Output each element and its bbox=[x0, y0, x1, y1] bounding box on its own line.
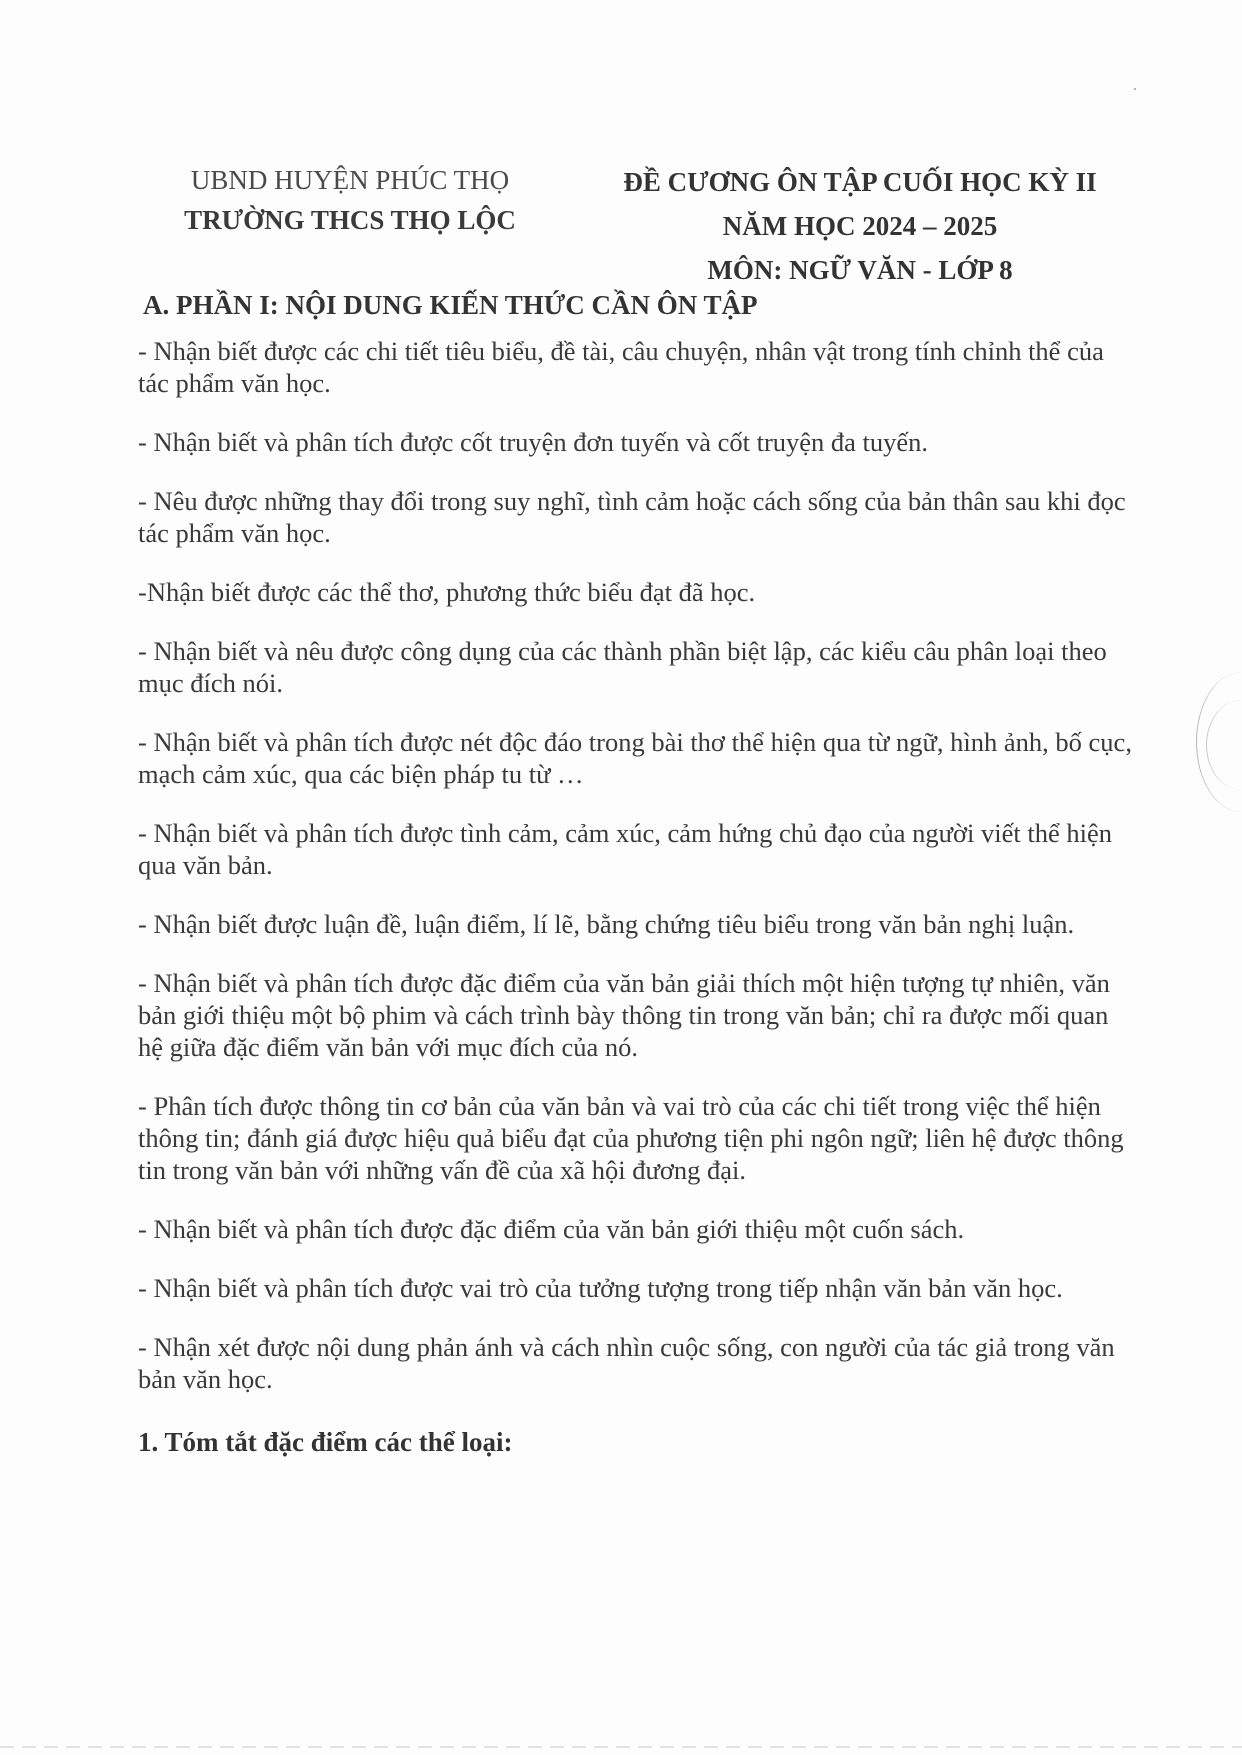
list-item: - Phân tích được thông tin cơ bản của văn bản và vai trò của các chi tiết trong việc thể hiện thông tin; đánh giá được hiệu quả biểu đạt của phương tiện phi ngôn ngữ; liên hệ được thông tin trong văn bản với những vấn đề của xã hội đương đại. bbox=[138, 1091, 1124, 1185]
list-item: - Nhận biết và phân tích được cốt truyện đơn tuyến và cốt truyện đa tuyến. bbox=[138, 427, 929, 457]
sub-heading: 1. Tóm tắt đặc điểm các thể loại: bbox=[138, 1427, 513, 1457]
school-name: TRƯỜNG THCS THỌ LỘC bbox=[184, 205, 516, 235]
list-item: - Nhận biết và nêu được công dụng của các thành phần biệt lập, các kiểu câu phân loại theo mục đích nói. bbox=[138, 636, 1107, 698]
content-body bbox=[138, 335, 1138, 1462]
scan-bottom-edge bbox=[0, 1746, 1242, 1748]
authority-name: UBND HUYỆN PHÚC THỌ bbox=[190, 165, 510, 195]
list-item: - Nhận xét được nội dung phản ánh và cách nhìn cuộc sống, con người của tác giả trong văn bản văn học. bbox=[138, 1332, 1115, 1394]
header-right bbox=[590, 160, 1130, 292]
scan-speck bbox=[1134, 88, 1136, 90]
school-year: NĂM HỌC 2024 – 2025 bbox=[722, 211, 998, 241]
list-item: - Nhận biết và phân tích được đặc điểm của văn bản giới thiệu một cuốn sách. bbox=[138, 1214, 965, 1244]
list-item: - Nhận biết được luận đề, luận điểm, lí lẽ, bằng chứng tiêu biểu trong văn bản nghị luận. bbox=[138, 909, 1075, 939]
section-heading: A. PHẦN I: NỘI DUNG KIẾN THỨC CẦN ÔN TẬP bbox=[143, 290, 758, 320]
list-item: - Nhận biết được các chi tiết tiêu biểu, đề tài, câu chuyện, nhân vật trong tính chỉnh thể của tác phẩm văn học. bbox=[138, 336, 1104, 398]
list-item: - Nhận biết và phân tích được đặc điểm của văn bản giải thích một hiện tượng tự nhiên, văn bản giới thiệu một bộ phim và cách trình bày thông tin trong văn bản; chỉ ra được mối quan hệ giữa đặc điểm văn bản với mục đích của nó. bbox=[138, 968, 1110, 1062]
list-item: - Nhận biết và phân tích được vai trò của tưởng tượng trong tiếp nhận văn bản văn học. bbox=[138, 1273, 1063, 1303]
document-title: ĐỀ CƯƠNG ÔN TẬP CUỐI HỌC KỲ II bbox=[623, 167, 1097, 197]
list-item: - Nhận biết và phân tích được tình cảm, cảm xúc, cảm hứng chủ đạo của người viết thể hiện qua văn bản. bbox=[138, 818, 1113, 880]
list-item: -Nhận biết được các thể thơ, phương thức biểu đạt đã học. bbox=[138, 577, 756, 607]
header-left bbox=[150, 160, 550, 240]
list-item: - Nêu được những thay đổi trong suy nghĩ, tình cảm hoặc cách sống của bản thân sau khi đọc tác phẩm văn học. bbox=[138, 486, 1126, 548]
list-item: - Nhận biết và phân tích được nét độc đáo trong bài thơ thể hiện qua từ ngữ, hình ảnh, bố cục, mạch cảm xúc, qua các biện pháp tu từ … bbox=[138, 727, 1132, 789]
subject-grade: MÔN: NGỮ VĂN - LỚP 8 bbox=[707, 255, 1013, 285]
